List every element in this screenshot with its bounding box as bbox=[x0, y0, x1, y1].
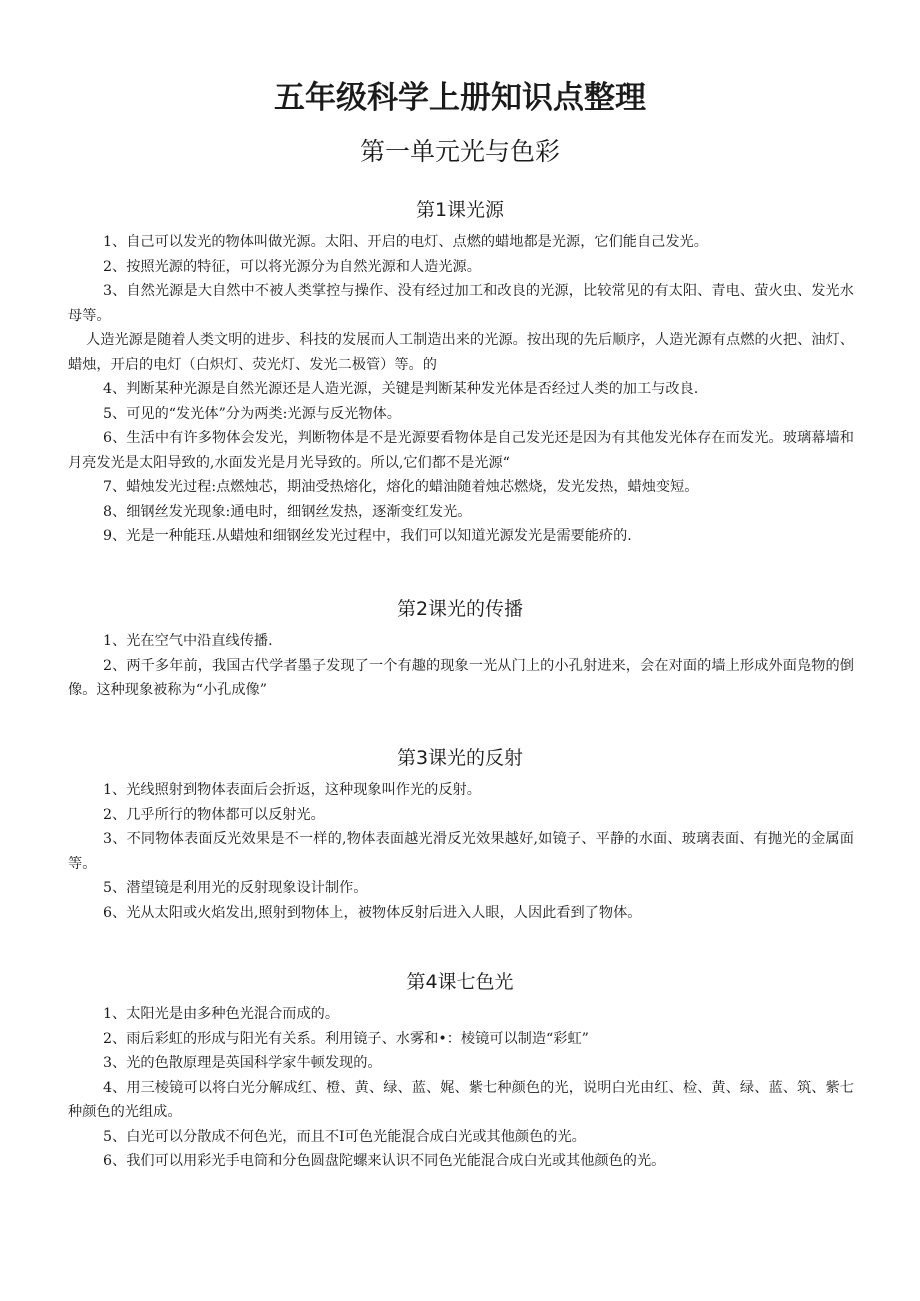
document-title: 五年级科学上册知识点整理 bbox=[274, 80, 646, 116]
paragraph: 7、蜡烛发光过程:点燃烛芯，期油受热熔化，熔化的蜡油随着烛芯燃烧，发光发热，蜡烛变短。 bbox=[103, 479, 699, 495]
paragraph: 3、不同物体表面反光效果是不一样的,物体表面越光滑反光效果越好,如镜子、平静的水面、玻璃表面、有抛光的金属面等。 bbox=[68, 831, 854, 872]
paragraph: 4、判断某种光源是自然光源还是人造光源，关键是判断某种发光体是否经过人类的加工与改良. bbox=[103, 381, 699, 397]
paragraph: 3、光的色散原理是英国科学家牛顿发现的。 bbox=[103, 1055, 382, 1071]
lesson-section bbox=[0, 967, 920, 1174]
lesson-title: 第1课光源 bbox=[415, 199, 505, 221]
paragraph: 6、光从太阳或火焰发出,照射到物体上，被物体反射后进入人眼，人因此看到了物体。 bbox=[103, 904, 642, 921]
lesson-section bbox=[0, 594, 920, 703]
paragraph: 1、自己可以发光的物体叫做光源。太阳、开启的电灯、点燃的蜡地都是光源，它们能自己发光。 bbox=[103, 234, 708, 250]
unit-title: 第一单元光与色彩 bbox=[359, 137, 560, 166]
paragraph: 人造光源是随着人类文明的进步、科技的发展而人工制造出来的光源。按出现的先后顺序，人造光源有点燃的火把、油灯、蜡烛，开启的电灯（白炽灯、荧光灯、发光二极管）等。的 bbox=[68, 332, 854, 373]
paragraph: 8、细钢丝发光现象:通电时，细钢丝发热，逐渐变红发光。 bbox=[103, 503, 472, 520]
lesson-section bbox=[0, 743, 920, 925]
lesson-title: 第3课光的反射 bbox=[396, 747, 524, 769]
paragraph: 6、我们可以用彩光手电筒和分色圆盘陀螺来认识不同色光能混合成白光或其他颜色的光。 bbox=[103, 1153, 666, 1169]
paragraph: 3、自然光源是大自然中不被人类掌控与操作、没有经过加工和改良的光源，比较常见的有太阳、青电、萤火虫、发光水母等。 bbox=[68, 283, 854, 324]
paragraph: 6、生活中有许多物体会发光，判断物体是不是光源要看物体是自己发光还是因为有其他发光体存在而发光。玻璃幕墙和月亮发光是太阳导致的,水面发光是月光导致的。所以,它们都不是光源“ bbox=[68, 430, 854, 471]
lesson-title: 第4课七色光 bbox=[406, 971, 514, 993]
paragraph: 9、光是一种能珏.从蜡烛和细钢丝发光过程中，我们可以知道光源发光是需要能疥的. bbox=[103, 528, 632, 544]
paragraph: 5、可见的“发光体”分为两类:光源与反光物体。 bbox=[103, 405, 401, 422]
paragraph: 5、潜望镜是利用光的反射现象设计制作。 bbox=[103, 880, 368, 896]
paragraph: 1、太阳光是由多种色光混合而成的。 bbox=[103, 1006, 340, 1022]
lesson-title: 第2课光的传播 bbox=[396, 598, 524, 620]
paragraph: 4、用三棱镜可以将白光分解成红、橙、黄、绿、蓝、娓、紫七种颜色的光，说明白光由红、检、黄、绿、蓝、筑、紫七种颜色的光组成。 bbox=[68, 1079, 854, 1120]
paragraph: 2、几乎所行的物体都可以反射光。 bbox=[103, 806, 325, 823]
paragraph: 5、白光可以分散成不何色光，而且不I可色光能混合成白光或其他颜色的光。 bbox=[103, 1128, 586, 1145]
paragraph: 1、光线照射到物体表面后会折返，这种现象叫作光的反射。 bbox=[103, 782, 481, 798]
paragraph: 2、两千多年前，我国古代学者墨子发现了一个有趣的现象一光从门上的小孔射进来，会在对面的墙上形成外面凫物的倒像。这种现象被称为“小孔成像” bbox=[68, 657, 854, 698]
paragraph: 2、雨后彩虹的形成与阳光有关系。利用镜子、水雾和•：棱镜可以制造“彩虹” bbox=[103, 1030, 589, 1047]
paragraph: 2、按照光源的特征，可以将光源分为自然光源和人造光源。 bbox=[103, 258, 481, 275]
lesson-section bbox=[0, 195, 920, 549]
paragraph: 1、光在空气中沿直线传播. bbox=[103, 633, 273, 649]
